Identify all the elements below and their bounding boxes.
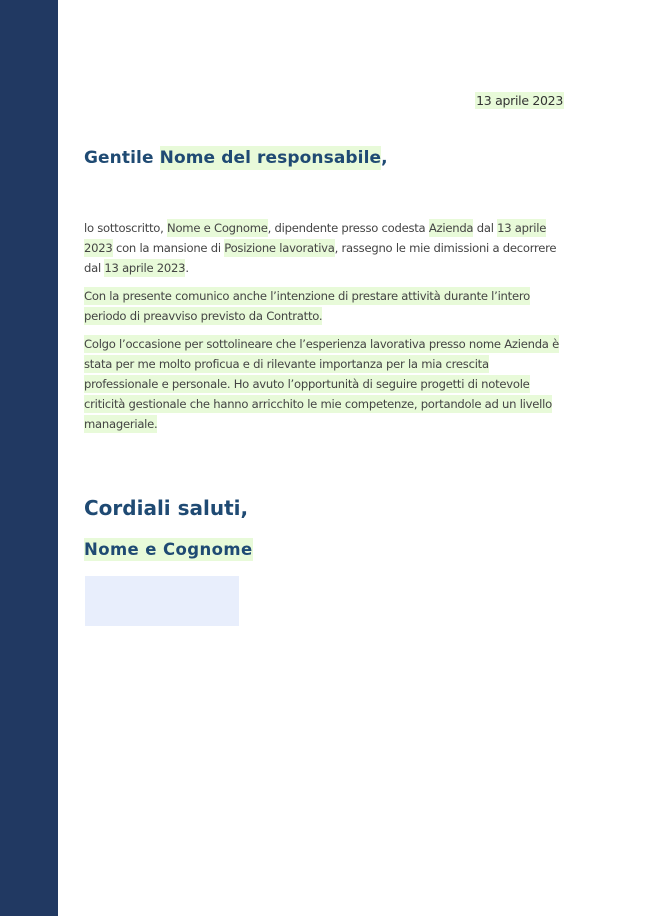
paragraph-experience [84,334,564,434]
text: con la mansione di [112,241,225,255]
signature-box[interactable] [85,576,239,626]
letter-body [84,218,564,442]
paragraph-notice-period [84,286,564,326]
experience-field[interactable]: Colgo l’occasione per sottolineare che l’esperienza lavorativa presso nome Azienda è stata per me molto proficua e di rilevante importanza per la mia crescita professionale e personale. Ho avuto l’opportunità di seguire progetti di notevole criticità gestionale che hanno arricchito le mie competenze, portandole ad un livello manageriale. [84,337,559,431]
greeting-prefix: Gentile [84,148,160,168]
closing: Cordiali saluti, [84,496,249,520]
sidebar-accent-bar [0,0,58,916]
letter-date[interactable]: 13 aprile 2023 [476,93,563,108]
text: , rassegno le mie dimissioni a decorrere dal [84,241,557,275]
recipient-name-field[interactable]: Nome del responsabile [159,148,382,168]
notice-period-field[interactable]: Con la presente comunico anche l’intenzione di prestare attività durante l’intero periodo di preavviso previsto da Contratto. [84,289,530,323]
employee-name-field[interactable]: Nome e Cognome [167,221,268,235]
text: , dipendente presso codesta [267,221,429,235]
greeting [84,148,388,168]
text: . [185,261,189,275]
greeting-suffix: , [381,148,388,168]
end-date-field[interactable]: 13 aprile 2023 [104,261,186,275]
text: lo sottoscritto, [84,221,168,235]
company-field[interactable]: Azienda [428,221,474,235]
position-field[interactable]: Posizione lavorativa [224,241,335,255]
start-date-field[interactable]: 13 aprile 2023 [84,221,547,255]
signer-name-field[interactable]: Nome e Cognome [84,540,253,559]
paragraph-resignation [84,218,564,278]
text: dal [473,221,498,235]
